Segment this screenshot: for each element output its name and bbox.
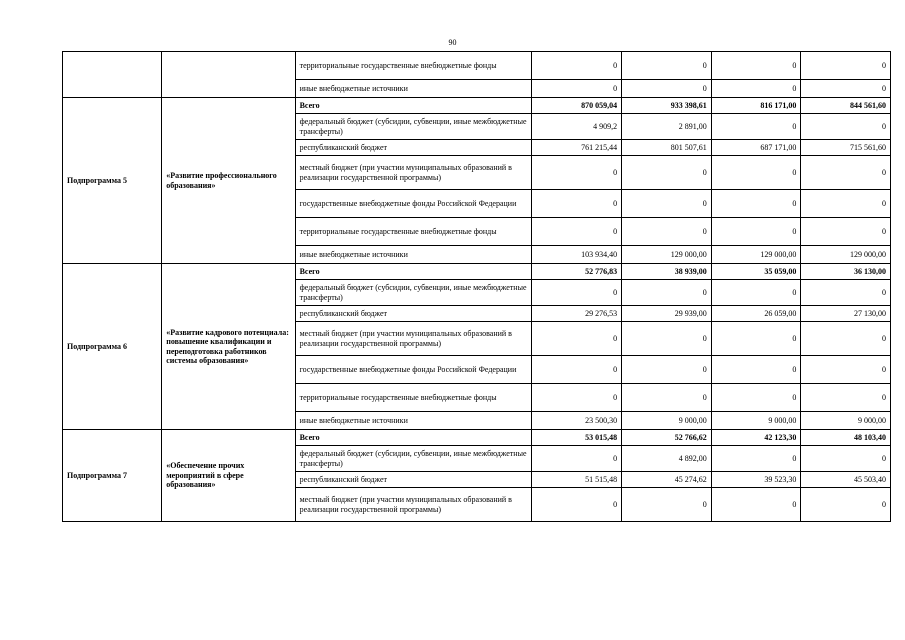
amount-cell: 0 xyxy=(801,488,891,522)
table-row xyxy=(63,98,891,114)
amount-cell: 0 xyxy=(532,488,622,522)
amount-cell: 0 xyxy=(711,384,801,412)
funding-source: Всего xyxy=(295,430,532,446)
amount-cell: 0 xyxy=(801,446,891,472)
funding-source: государственные внебюджетные фонды Российской Федерации xyxy=(295,356,532,384)
amount-cell: 2 891,00 xyxy=(622,114,712,140)
amount-cell: 29 276,53 xyxy=(532,306,622,322)
funding-source: местный бюджет (при участии муниципальных образований в реализации государственной программы) xyxy=(295,156,532,190)
amount-cell: 9 000,00 xyxy=(801,412,891,430)
amount-cell: 0 xyxy=(711,80,801,98)
amount-cell: 0 xyxy=(801,190,891,218)
amount-cell: 26 059,00 xyxy=(711,306,801,322)
amount-cell: 0 xyxy=(532,156,622,190)
amount-cell: 0 xyxy=(711,218,801,246)
program-label: Подпрограмма 5 xyxy=(63,98,162,264)
amount-cell: 36 130,00 xyxy=(801,264,891,280)
funding-source: Всего xyxy=(295,98,532,114)
amount-cell: 0 xyxy=(801,156,891,190)
program-label: Подпрограмма 6 xyxy=(63,264,162,430)
amount-cell: 129 000,00 xyxy=(801,246,891,264)
amount-cell: 0 xyxy=(801,80,891,98)
program-name: «Развитие кадрового потенциала: повышение квалификации и переподготовка работников системы образования» xyxy=(162,264,295,430)
amount-cell: 0 xyxy=(622,356,712,384)
amount-cell: 0 xyxy=(532,190,622,218)
funding-source: федеральный бюджет (субсидии, субвенции, иные межбюджетные трансферты) xyxy=(295,280,532,306)
amount-cell: 0 xyxy=(801,52,891,80)
funding-source: федеральный бюджет (субсидии, субвенции, иные межбюджетные трансферты) xyxy=(295,114,532,140)
amount-cell: 715 561,60 xyxy=(801,140,891,156)
amount-cell: 870 059,04 xyxy=(532,98,622,114)
funding-source: иные внебюджетные источники xyxy=(295,412,532,430)
funding-source: Всего xyxy=(295,264,532,280)
amount-cell: 29 939,00 xyxy=(622,306,712,322)
amount-cell: 0 xyxy=(711,488,801,522)
amount-cell: 0 xyxy=(622,156,712,190)
amount-cell: 0 xyxy=(622,190,712,218)
amount-cell: 0 xyxy=(801,280,891,306)
amount-cell: 0 xyxy=(532,384,622,412)
program-label-empty xyxy=(63,52,162,98)
amount-cell: 0 xyxy=(711,280,801,306)
funding-source: республиканский бюджет xyxy=(295,140,532,156)
amount-cell: 0 xyxy=(532,356,622,384)
amount-cell: 27 130,00 xyxy=(801,306,891,322)
amount-cell: 0 xyxy=(711,190,801,218)
amount-cell: 0 xyxy=(622,322,712,356)
amount-cell: 9 000,00 xyxy=(622,412,712,430)
amount-cell: 0 xyxy=(532,52,622,80)
amount-cell: 0 xyxy=(801,322,891,356)
amount-cell: 129 000,00 xyxy=(622,246,712,264)
funding-source: местный бюджет (при участии муниципальных образований в реализации государственной программы) xyxy=(295,488,532,522)
budget-table xyxy=(62,51,891,522)
amount-cell: 45 274,62 xyxy=(622,472,712,488)
amount-cell: 844 561,60 xyxy=(801,98,891,114)
funding-source: федеральный бюджет (субсидии, субвенции, иные межбюджетные трансферты) xyxy=(295,446,532,472)
amount-cell: 0 xyxy=(622,218,712,246)
amount-cell: 9 000,00 xyxy=(711,412,801,430)
amount-cell: 0 xyxy=(622,52,712,80)
amount-cell: 0 xyxy=(711,446,801,472)
program-name: «Обеспечение прочих мероприятий в сфере образования» xyxy=(162,430,295,522)
amount-cell: 0 xyxy=(532,218,622,246)
amount-cell: 52 776,83 xyxy=(532,264,622,280)
amount-cell: 38 939,00 xyxy=(622,264,712,280)
table-row xyxy=(63,264,891,280)
program-label: Подпрограмма 7 xyxy=(63,430,162,522)
page-number: 90 xyxy=(448,38,457,47)
amount-cell: 45 503,40 xyxy=(801,472,891,488)
amount-cell: 129 000,00 xyxy=(711,246,801,264)
funding-source: иные внебюджетные источники xyxy=(295,80,532,98)
funding-source: республиканский бюджет xyxy=(295,472,532,488)
amount-cell: 0 xyxy=(532,446,622,472)
amount-cell: 48 103,40 xyxy=(801,430,891,446)
program-name: «Развитие профессионального образования» xyxy=(162,98,295,264)
program-name-empty xyxy=(162,52,295,98)
amount-cell: 801 507,61 xyxy=(622,140,712,156)
amount-cell: 0 xyxy=(622,384,712,412)
amount-cell: 4 892,00 xyxy=(622,446,712,472)
amount-cell: 0 xyxy=(711,52,801,80)
table-row xyxy=(63,52,891,80)
amount-cell: 53 015,48 xyxy=(532,430,622,446)
amount-cell: 0 xyxy=(711,356,801,384)
amount-cell: 39 523,30 xyxy=(711,472,801,488)
amount-cell: 0 xyxy=(532,280,622,306)
amount-cell: 687 171,00 xyxy=(711,140,801,156)
funding-source: территориальные государственные внебюджетные фонды xyxy=(295,384,532,412)
amount-cell: 52 766,62 xyxy=(622,430,712,446)
table-row xyxy=(63,430,891,446)
amount-cell: 0 xyxy=(622,280,712,306)
amount-cell: 0 xyxy=(622,488,712,522)
funding-source: территориальные государственные внебюджетные фонды xyxy=(295,52,532,80)
amount-cell: 0 xyxy=(801,384,891,412)
amount-cell: 23 500,30 xyxy=(532,412,622,430)
amount-cell: 0 xyxy=(801,218,891,246)
amount-cell: 0 xyxy=(711,322,801,356)
amount-cell: 0 xyxy=(532,80,622,98)
amount-cell: 51 515,48 xyxy=(532,472,622,488)
funding-source: иные внебюджетные источники xyxy=(295,246,532,264)
amount-cell: 42 123,30 xyxy=(711,430,801,446)
amount-cell: 0 xyxy=(711,114,801,140)
amount-cell: 0 xyxy=(801,114,891,140)
funding-source: республиканский бюджет xyxy=(295,306,532,322)
amount-cell: 4 909,2 xyxy=(532,114,622,140)
funding-source: территориальные государственные внебюджетные фонды xyxy=(295,218,532,246)
amount-cell: 35 059,00 xyxy=(711,264,801,280)
amount-cell: 933 398,61 xyxy=(622,98,712,114)
amount-cell: 761 215,44 xyxy=(532,140,622,156)
budget-table-body xyxy=(63,52,891,522)
amount-cell: 0 xyxy=(532,322,622,356)
amount-cell: 103 934,40 xyxy=(532,246,622,264)
funding-source: государственные внебюджетные фонды Российской Федерации xyxy=(295,190,532,218)
amount-cell: 0 xyxy=(711,156,801,190)
amount-cell: 816 171,00 xyxy=(711,98,801,114)
funding-source: местный бюджет (при участии муниципальных образований в реализации государственной программы) xyxy=(295,322,532,356)
amount-cell: 0 xyxy=(801,356,891,384)
amount-cell: 0 xyxy=(622,80,712,98)
